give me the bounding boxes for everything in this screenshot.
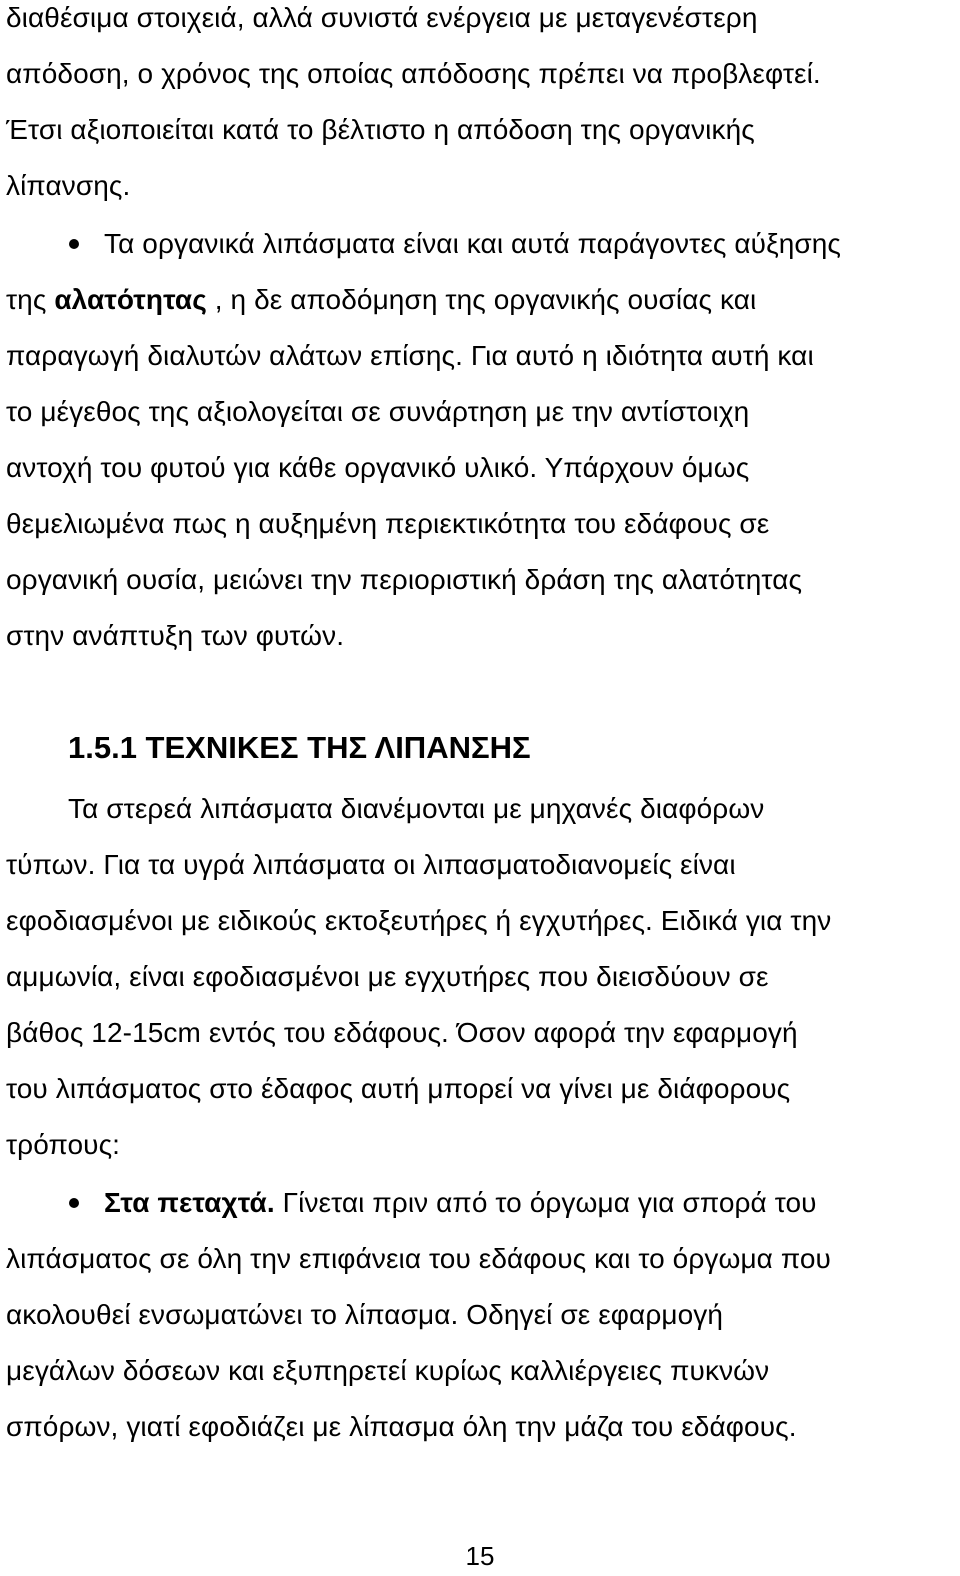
paragraph-line: τρόπους: [6, 1129, 121, 1160]
paragraph-line: εφοδιασμένοι με ειδικούς εκτοξευτήρες ή εγχυτήρες. Ειδικά για την [6, 905, 832, 936]
bullet-line: ακολουθεί ενσωματώνει το λίπασμα. Οδηγεί σε εφαρμογή [6, 1299, 724, 1330]
text-fragment: , η δε αποδόμηση της οργανικής ουσίας και [206, 284, 757, 315]
bullet-line: Τα οργανικά λιπάσματα είναι και αυτά παράγοντες αύξησης [104, 228, 842, 259]
bullet-line [104, 1185, 817, 1221]
paragraph-line: Τα στερεά λιπάσματα διανέμονται με μηχανές διαφόρων [68, 793, 765, 824]
text-fragment: της [6, 284, 55, 315]
bullet-line: θεμελιωμένα πως η αυξημένη περιεκτικότητα του εδάφους σε [6, 508, 770, 539]
bullet-line: αντοχή του φυτού για κάθε οργανικό υλικό. Υπάρχουν όμως [6, 452, 750, 483]
paragraph-line: απόδοση, ο χρόνος της οποίας απόδοσης πρέπει να προβλεφτεί. [6, 58, 821, 89]
paragraph-line: διαθέσιμα στοιχειά, αλλά συνιστά ενέργεια με μεταγενέστερη [6, 2, 758, 33]
bullet-line: μεγάλων δόσεων και εξυπηρετεί κυρίως καλλιέργειες πυκνών [6, 1355, 770, 1386]
bullet-line: οργανική ουσία, μειώνει την περιοριστική δράση της αλατότητας [6, 564, 803, 595]
bullet-icon [69, 1198, 79, 1208]
bold-term: αλατότητας [54, 284, 207, 315]
paragraph-line: βάθος 12-15cm εντός του εδάφους. Όσον αφορά την εφαρμογή [6, 1017, 798, 1048]
bold-term: Στα πεταχτά. [104, 1187, 275, 1218]
bullet-line: λιπάσματος σε όλη την επιφάνεια του εδάφους και το όργωμα που [6, 1243, 831, 1274]
paragraph-line: λίπανσης. [6, 170, 131, 201]
bullet-line: στην ανάπτυξη των φυτών. [6, 620, 345, 651]
bullet-line [6, 282, 756, 318]
bullet-line: παραγωγή διαλυτών αλάτων επίσης. Για αυτό η ιδιότητα αυτή και [6, 340, 814, 371]
paragraph-line: αμμωνία, είναι εφοδιασμένοι με εγχυτήρες που διεισδύουν σε [6, 961, 769, 992]
paragraph-line: Έτσι αξιοποιείται κατά το βέλτιστο η απόδοση της οργανικής [6, 114, 755, 145]
bullet-line: το μέγεθος της αξιολογείται σε συνάρτηση με την αντίστοιχη [6, 396, 750, 427]
section-heading: 1.5.1 ΤΕΧΝΙΚΕΣ ΤΗΣ ΛΙΠΑΝΣΗΣ [68, 730, 531, 765]
page-number: 15 [465, 1541, 495, 1571]
paragraph-line: του λιπάσματος στο έδαφος αυτή μπορεί να γίνει με διάφορους [6, 1073, 791, 1104]
bullet-icon [69, 239, 79, 249]
text-fragment: Γίνεται πριν από το όργωμα για σπορά του [274, 1187, 817, 1218]
paragraph-line: τύπων. Για τα υγρά λιπάσματα οι λιπασματοδιανομείς είναι [6, 849, 736, 880]
bullet-line: σπόρων, γιατί εφοδιάζει με λίπασμα όλη την μάζα του εδάφους. [6, 1411, 797, 1442]
